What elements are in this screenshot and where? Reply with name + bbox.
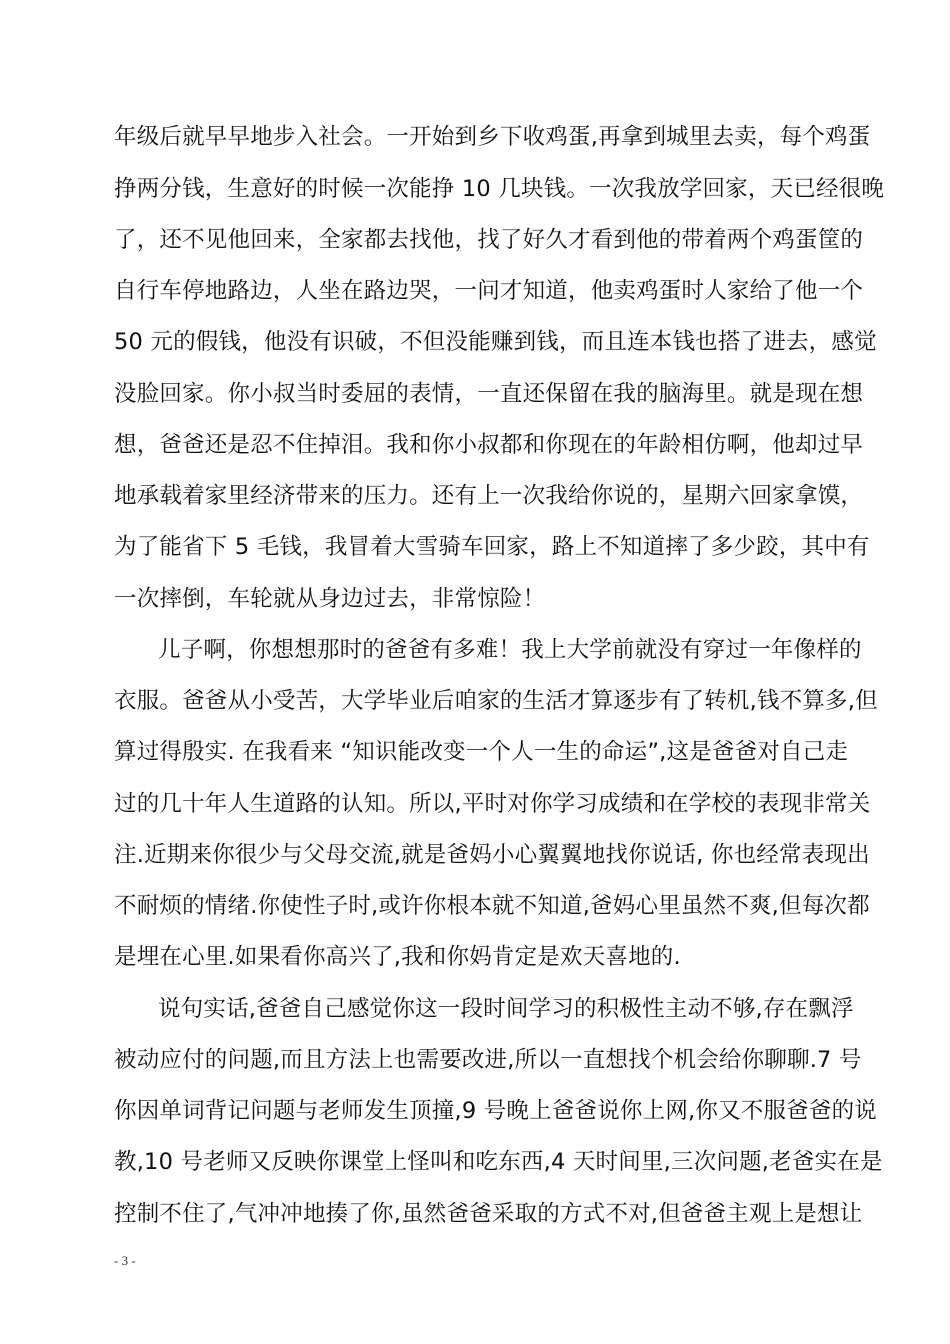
text-line: 是埋在心里.如果看你高兴了,我和你妈肯定是欢天喜地的. bbox=[114, 944, 681, 970]
text-line: 没脸回家。你小叔当时委屈的表情，一直还保留在我的脑海里。就是现在想 bbox=[114, 381, 864, 407]
text-line: 过的几十年人生道路的认知。所以,平时对你学习成绩和在学校的表现非常关 bbox=[114, 791, 871, 817]
text-line: 50 元的假钱，他没有识破，不但没能赚到钱，而且连本钱也搭了进去，感觉 bbox=[114, 329, 877, 355]
text-line: 一次摔倒，车轮就从身边过去，非常惊险！ bbox=[114, 586, 546, 612]
text-line: 挣两分钱，生意好的时候一次能挣 10 几块钱。一次我放学回家，天已经很晚 bbox=[114, 176, 885, 202]
paragraph-first-line: 说句实话,爸爸自己感觉你这一段时间学习的积极性主动不够,存在飘浮 bbox=[158, 996, 854, 1022]
paragraph-first-line: 儿子啊，你想想那时的爸爸有多难！我上大学前就没有穿过一年像样的 bbox=[158, 637, 862, 663]
text-line: 被动应付的问题,而且方法上也需要改进,所以一直想找个机会给你聊聊.7 号 bbox=[114, 1047, 862, 1073]
text-line: 为了能省下 5 毛钱，我冒着大雪骑车回家，路上不知道摔了多少跤，其中有 bbox=[114, 534, 870, 560]
text-line: 衣服。爸爸从小受苦，大学毕业后咱家的生活才算逐步有了转机,钱不算多,但 bbox=[114, 688, 878, 714]
text-line: 自行车停地路边，人坐在路边哭，一问才知道，他卖鸡蛋时人家给了他一个 bbox=[114, 278, 864, 304]
text-line: 不耐烦的情绪.你使性子时,或许你根本就不知道,爸妈心里虽然不爽,但每次都 bbox=[114, 893, 870, 919]
text-line: 了，还不见他回来，全家都去找他，找了好久才看到他的带着两个鸡蛋筐的 bbox=[114, 227, 864, 253]
page-number: - 3 - bbox=[114, 1253, 136, 1268]
text-line: 算过得殷实. 在我看来 “知识能改变一个人一生的命运”,这是爸爸对自己走 bbox=[114, 739, 849, 765]
text-line: 地承载着家里经济带来的压力。还有上一次我给你说的，星期六回家拿馍， bbox=[114, 483, 864, 509]
text-line: 想，爸爸还是忍不住掉泪。我和你小叔都和你现在的年龄相仿啊，他却过早 bbox=[114, 432, 864, 458]
text-line: 你因单词背记问题与老师发生顶撞,9 号晚上爸爸说你上网,你又不服爸爸的说 bbox=[114, 1098, 877, 1124]
text-line: 控制不住了,气冲冲地揍了你,虽然爸爸采取的方式不对,但爸爸主观上是想让 bbox=[114, 1201, 863, 1227]
text-line: 注.近期来你很少与父母交流,就是爸妈小心翼翼地找你说话, 你也经常表现出 bbox=[114, 842, 870, 868]
text-line: 教,10 号老师又反映你课堂上怪叫和吃东西,4 天时间里,三次问题,老爸实在是 bbox=[114, 1149, 883, 1175]
text-line: 年级后就早早地步入社会。一开始到乡下收鸡蛋,再拿到城里去卖，每个鸡蛋 bbox=[114, 124, 871, 150]
